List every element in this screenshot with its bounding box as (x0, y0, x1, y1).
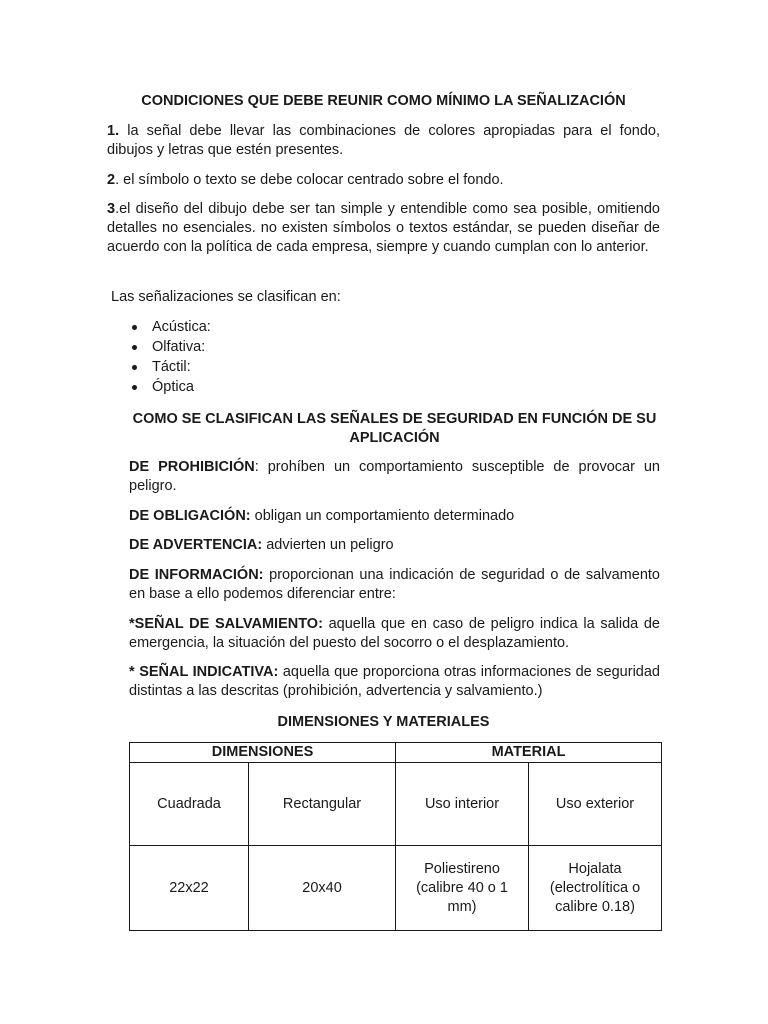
table-cell: Rectangular (249, 763, 396, 846)
condition-1 (107, 122, 660, 160)
list-item: Acústica: (132, 318, 432, 338)
table-cell: 22x22 (130, 846, 249, 931)
signal-informacion-text: proporcionan una indicación de seguridad o de salvamento en base a ello podemos diferenciar entre: (129, 567, 660, 602)
signal-indicativa (129, 663, 660, 701)
list-item: Olfativa: (132, 338, 432, 358)
condition-3-number: 3 (107, 201, 116, 217)
condition-2-number: 2 (107, 172, 116, 188)
classification-intro: Las señalizaciones se clasifican en: (107, 289, 341, 305)
header-material: MATERIAL (396, 743, 662, 763)
safety-title: COMO SE CLASIFICAN LAS SEÑALES DE SEGURIDAD EN FUNCIÓN DE SU APLICACIÓN (132, 411, 657, 446)
table-row (130, 763, 662, 846)
classification-list (132, 318, 432, 398)
table-cell: Uso interior (396, 763, 529, 846)
table-cell: Hojalata (electrolítica o calibre 0.18) (529, 846, 662, 931)
signal-advertencia (129, 536, 660, 555)
main-title: CONDICIONES QUE DEBE REUNIR COMO MÍNIMO LA SEÑALIZACIÓN (141, 93, 626, 109)
signal-salvamiento-text: aquella que en caso de peligro indica la salida de emergencia, la situación del puesto del socorro o el desplazamiento. (129, 616, 660, 651)
signal-informacion (129, 566, 660, 604)
signal-prohibicion (129, 458, 660, 496)
table-header-row (130, 743, 662, 763)
signal-advertencia-label: DE ADVERTENCIA: (129, 537, 263, 553)
signal-informacion-label: DE INFORMACIÓN: (129, 567, 264, 583)
header-dimensions: DIMENSIONES (130, 743, 396, 763)
dimensions-table (129, 742, 662, 931)
signal-obligacion-text: obligan un comportamiento determinado (250, 508, 515, 524)
condition-1-number: 1. (107, 123, 120, 139)
signal-obligacion (129, 507, 660, 526)
signal-advertencia-text: advierten un peligro (262, 537, 394, 553)
table-cell: Poliestireno (calibre 40 o 1 mm) (396, 846, 529, 931)
table-row (130, 846, 662, 931)
signal-obligacion-label: DE OBLIGACIÓN: (129, 508, 251, 524)
signal-prohibicion-label: DE PROHIBICIÓN (129, 459, 255, 475)
list-item: Óptica (132, 378, 432, 398)
signal-indicativa-label: * SEÑAL INDICATIVA: (129, 664, 279, 680)
dimensions-title: DIMENSIONES Y MATERIALES (277, 714, 490, 730)
table-cell: 20x40 (249, 846, 396, 931)
list-item: Táctil: (132, 358, 432, 378)
condition-2-text: . el símbolo o texto se debe colocar centrado sobre el fondo. (115, 172, 504, 188)
signal-salvamiento-label: *SEÑAL DE SALVAMIENTO: (129, 616, 323, 632)
condition-3-text: .el diseño del dibujo debe ser tan simple y entendible como sea posible, omitiendo detalles no esenciales. no existen símbolos o textos estándar, se pueden diseñar de acuerdo con la política de cada empresa, siempre y cuando cumplan con lo anterior. (107, 201, 660, 255)
condition-1-text: la señal debe llevar las combinaciones de colores apropiadas para el fondo, dibujos y letras que estén presentes. (107, 123, 660, 158)
signal-salvamiento (129, 615, 660, 653)
signal-indicativa-text: aquella que proporciona otras informaciones de seguridad distintas a las descritas (prohibición, advertencia y salvamiento.) (129, 664, 660, 699)
table-cell: Cuadrada (130, 763, 249, 846)
signal-prohibicion-text: : prohíben un comportamiento susceptible de provocar un peligro. (129, 459, 660, 494)
condition-3 (107, 200, 660, 257)
condition-2 (107, 171, 660, 190)
table-cell: Uso exterior (529, 763, 662, 846)
